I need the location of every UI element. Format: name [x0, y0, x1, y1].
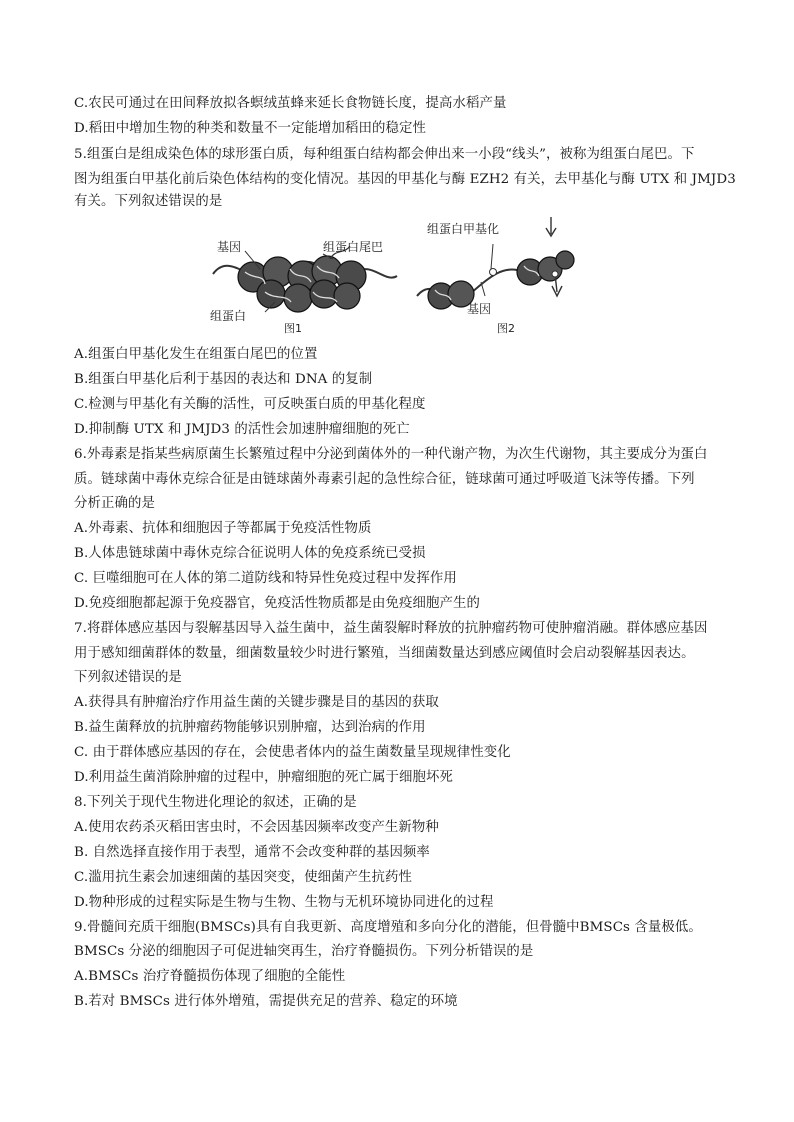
question-7-stem: 用于感知细菌群体的数量，细菌数量较少时进行繁殖，当细菌数量达到感应阈值时会启动裂解基因表达。 — [74, 646, 695, 661]
option-line: A.组蛋白甲基化发生在组蛋白尾巴的位置 — [74, 347, 318, 362]
figure-1-tail-label: 组蛋白尾巴 — [323, 240, 384, 254]
text-line: C.农民可通过在田间释放拟各螟绒茧蜂来延长食物链长度，提高水稻产量 — [74, 96, 507, 111]
option-line: D.免疫细胞都起源于免疫器官，免疫活性物质都是由免疫细胞产生的 — [74, 596, 480, 611]
option-line: B.益生菌释放的抗肿瘤药物能够识别肿瘤，达到治病的作用 — [74, 720, 426, 735]
option-line: C. 巨噬细胞可在人体的第二道防线和特异性免疫过程中发挥作用 — [74, 571, 457, 586]
option-line: A.获得具有肿瘤治疗作用益生菌的关键步骤是目的基因的获取 — [74, 695, 439, 710]
option-line: D.物种形成的过程实际是生物与生物、生物与无机环境协同进化的过程 — [74, 895, 494, 910]
option-line: A.BMSCs 治疗脊髓损伤体现了细胞的全能性 — [74, 969, 346, 984]
question-9-stem: BMSCs 分泌的细胞因子可促进轴突再生，治疗脊髓损伤。下列分析错误的是 — [74, 944, 534, 959]
option-line: C. 由于群体感应基因的存在，会使患者体内的益生菌数量呈现规律性变化 — [74, 745, 511, 760]
question-7-stem: 7.将群体感应基因与裂解基因导入益生菌中，益生菌裂解时释放的抗肿瘤药物可使肿瘤消融。群体感应基因 — [74, 621, 708, 636]
figure-1-histone-label: 组蛋白 — [210, 309, 247, 323]
question-6-stem: 质。链球菌中毒休克综合征是由链球菌外毒素引起的急性综合征，链球菌可通过呼吸道飞沫等传播。下列 — [74, 472, 695, 487]
option-line: B.人体患链球菌中毒休克综合征说明人体的免疫系统已受损 — [74, 546, 426, 561]
option-line: D.利用益生菌消除肿瘤的过程中，肿瘤细胞的死亡属于细胞坏死 — [74, 770, 453, 785]
option-line: A.外毒素、抗体和细胞因子等都属于免疫活性物质 — [74, 521, 372, 536]
figure-1-nucleosomes — [213, 246, 397, 312]
text-line: D.稻田中增加生物的种类和数量不一定能增加稻田的稳定性 — [74, 121, 426, 136]
question-5-stem: 图为组蛋白甲基化前后染色体结构的变化情况。基因的甲基化与酶 EZH2 有关，去甲基化与酶 UTX 和 JMJD3 — [74, 172, 736, 187]
question-6-stem: 6.外毒素是指某些病原菌生长繁殖过程中分泌到菌体外的一种代谢产物，为次生代谢物，其主要成分为蛋白 — [74, 447, 708, 462]
figure-1-gene-label: 基因 — [217, 240, 242, 254]
chromatin-illustration — [205, 214, 575, 339]
option-line: C.滥用抗生素会加速细菌的基因突变，使细菌产生抗药性 — [74, 870, 412, 885]
option-line: A.使用农药杀灭稻田害虫时，不会因基因频率改变产生新物种 — [74, 820, 439, 835]
question-6-stem: 分析正确的是 — [74, 496, 155, 511]
figure-2-caption: 图2 — [497, 322, 515, 335]
option-line: B.若对 BMSCs 进行体外增殖，需提供充足的营养、稳定的环境 — [74, 994, 458, 1009]
question-5-stem: 5.组蛋白是组成染色体的球形蛋白质，每种组蛋白结构都会伸出来一小段“线头”，被称为组蛋白尾巴。下 — [74, 147, 695, 162]
question-8-stem: 8.下列关于现代生物进化理论的叙述，正确的是 — [74, 795, 357, 810]
option-line: D.抑制酶 UTX 和 JMJD3 的活性会加速肿瘤细胞的死亡 — [74, 422, 410, 437]
histone-figure — [205, 214, 575, 339]
figure-1-caption: 图1 — [284, 322, 302, 335]
figure-2-methylation-label: 组蛋白甲基化 — [427, 222, 500, 236]
question-7-stem: 下列叙述错误的是 — [74, 670, 182, 685]
question-5-stem: 有关。下列叙述错误的是 — [74, 194, 223, 209]
option-line: B. 自然选择直接作用于表型，通常不会改变种群的基因频率 — [74, 845, 430, 860]
option-line: C.检测与甲基化有关酶的活性，可反映蛋白质的甲基化程度 — [74, 397, 426, 412]
question-9-stem: 9.骨髓间充质干细胞(BMSCs)具有自我更新、高度增殖和多向分化的潜能，但骨髓中BMSCs 含量极低。 — [74, 920, 702, 935]
figure-2-gene-label: 基因 — [467, 302, 492, 316]
option-line: B.组蛋白甲基化后利于基因的表达和 DNA 的复制 — [74, 372, 373, 387]
